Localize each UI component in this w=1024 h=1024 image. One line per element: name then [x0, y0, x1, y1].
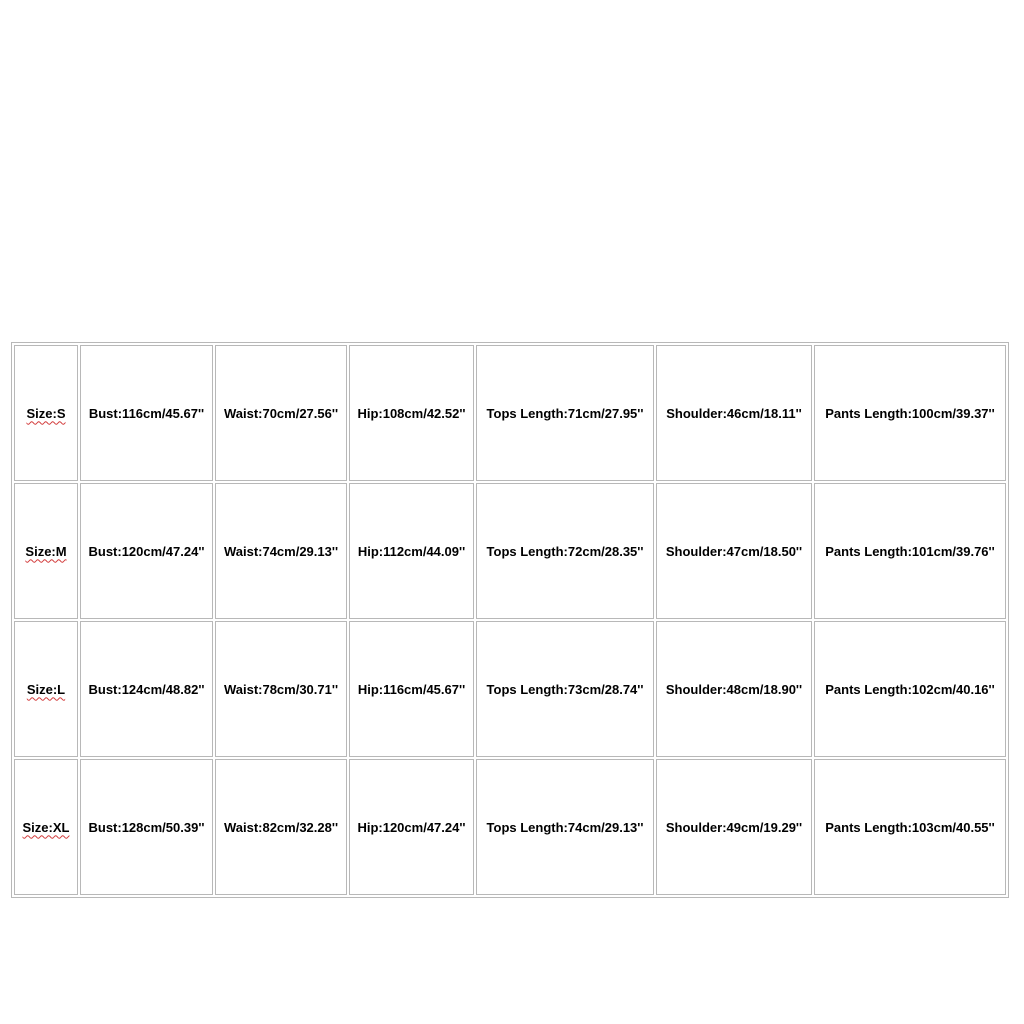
size-chart-table [11, 342, 1009, 898]
bust-cell: Bust:116cm/45.67'' [80, 345, 213, 481]
table-row [14, 621, 1006, 757]
shoulder-cell: Shoulder:47cm/18.50'' [656, 483, 812, 619]
size-label: Size:XL [22, 819, 70, 835]
shoulder-cell: Shoulder:49cm/19.29'' [656, 759, 812, 895]
hip-cell: Hip:116cm/45.67'' [349, 621, 474, 757]
tops-length-cell: Tops Length:74cm/29.13'' [476, 759, 654, 895]
hip-cell: Hip:112cm/44.09'' [349, 483, 474, 619]
waist-cell: Waist:70cm/27.56'' [215, 345, 347, 481]
bust-cell: Bust:120cm/47.24'' [80, 483, 213, 619]
shoulder-cell: Shoulder:48cm/18.90'' [656, 621, 812, 757]
tops-length-cell: Tops Length:72cm/28.35'' [476, 483, 654, 619]
size-cell [14, 621, 78, 757]
tops-length-cell: Tops Length:71cm/27.95'' [476, 345, 654, 481]
bust-cell: Bust:128cm/50.39'' [80, 759, 213, 895]
pants-length-cell: Pants Length:103cm/40.55'' [814, 759, 1006, 895]
table-row [14, 345, 1006, 481]
hip-cell: Hip:108cm/42.52'' [349, 345, 474, 481]
table-row [14, 759, 1006, 895]
waist-cell: Waist:78cm/30.71'' [215, 621, 347, 757]
shoulder-cell: Shoulder:46cm/18.11'' [656, 345, 812, 481]
size-label: Size:L [26, 681, 66, 697]
size-label: Size:M [25, 543, 67, 559]
pants-length-cell: Pants Length:101cm/39.76'' [814, 483, 1006, 619]
size-cell [14, 345, 78, 481]
tops-length-cell: Tops Length:73cm/28.74'' [476, 621, 654, 757]
waist-cell: Waist:74cm/29.13'' [215, 483, 347, 619]
waist-cell: Waist:82cm/32.28'' [215, 759, 347, 895]
pants-length-cell: Pants Length:102cm/40.16'' [814, 621, 1006, 757]
size-cell [14, 759, 78, 895]
hip-cell: Hip:120cm/47.24'' [349, 759, 474, 895]
size-cell [14, 483, 78, 619]
bust-cell: Bust:124cm/48.82'' [80, 621, 213, 757]
size-label: Size:S [26, 405, 66, 421]
pants-length-cell: Pants Length:100cm/39.37'' [814, 345, 1006, 481]
table-row [14, 483, 1006, 619]
